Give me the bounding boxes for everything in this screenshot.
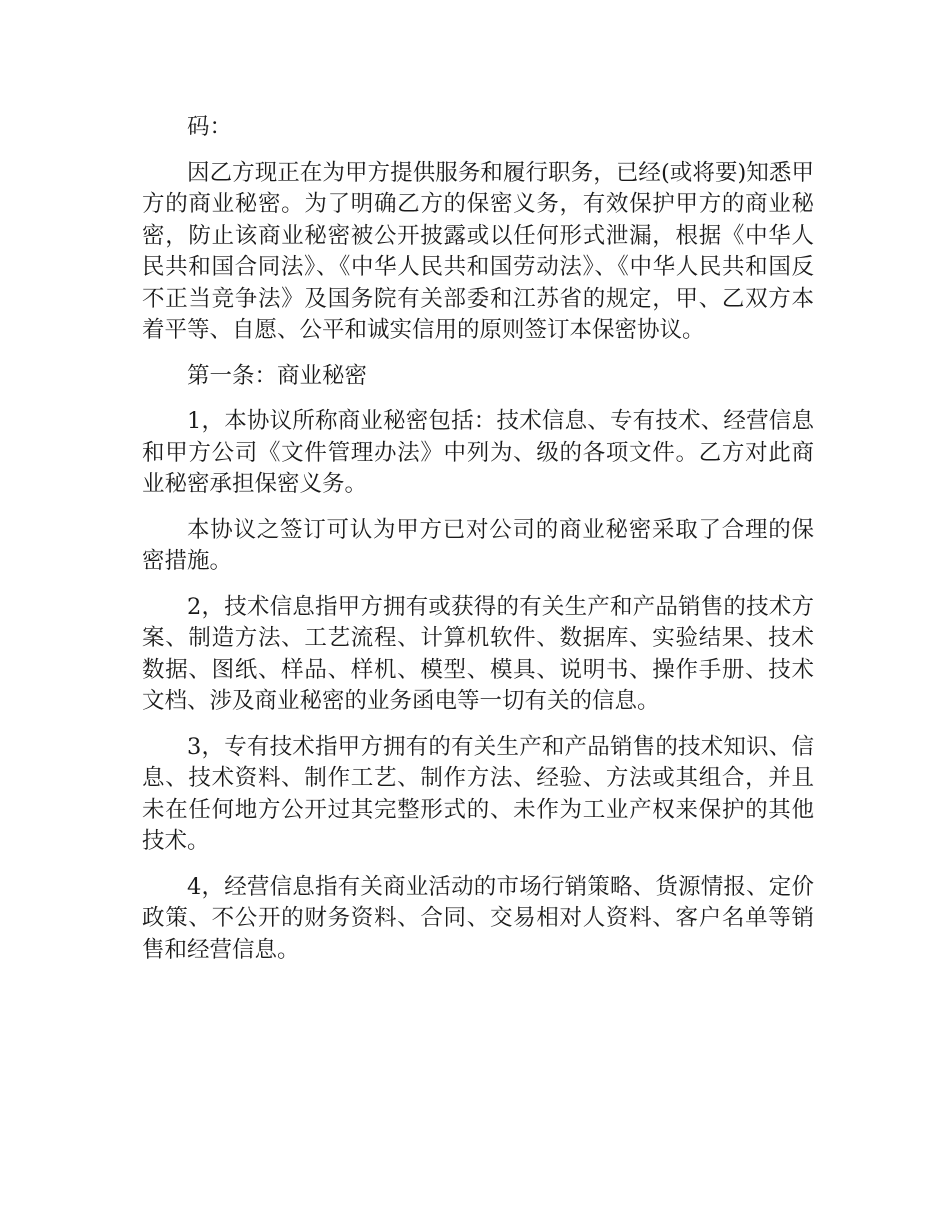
document-body [142, 112, 814, 980]
paragraph-clause-4: 4，经营信息指有关商业活动的市场行销策略、货源情报、定价政策、不公开的财务资料、合同、交易相对人资料、客户名单等销售和经营信息。 [142, 873, 814, 963]
paragraph-continuation: 码： [187, 114, 233, 140]
paragraph-confidentiality-measures: 本协议之签订可认为甲方已对公司的商业秘密采取了合理的保密措施。 [142, 516, 814, 574]
paragraph-preamble: 因乙方现正在为甲方提供服务和履行职务，已经(或将要)知悉甲方的商业秘密。为了明确乙方的保密义务，有效保护甲方的商业秘密，防止该商业秘密被公开披露或以任何形式泄漏，根据《中华人民共和国合同法》、《中华人民共和国劳动法》、《中华人民共和国反不正当竞争法》及国务院有关部委和江苏省的规定，甲、乙双方本着平等、自愿、公平和诚实信用的原则签订本保密协议。 [142, 159, 814, 343]
section-heading-article-1: 第一条：商业秘密 [187, 362, 368, 389]
paragraph-clause-3: 3，专有技术指甲方拥有的有关生产和产品销售的技术知识、信息、技术资料、制作工艺、制作方法、经验、方法或其组合，并且未在任何地方公开过其完整形式的、未作为工业产权来保护的其他技术。 [142, 733, 814, 854]
paragraph-clause-2: 2，技术信息指甲方拥有或获得的有关生产和产品销售的技术方案、制造方法、工艺流程、计算机软件、数据库、实验结果、技术数据、图纸、样品、样机、模型、模具、说明书、操作手册、技术文档、涉及商业秘密的业务函电等一切有关的信息。 [142, 593, 814, 714]
paragraph-clause-1: 1，本协议所称商业秘密包括：技术信息、专有技术、经营信息和甲方公司《文件管理办法》中列为、级的各项文件。乙方对此商业秘密承担保密义务。 [142, 408, 814, 497]
